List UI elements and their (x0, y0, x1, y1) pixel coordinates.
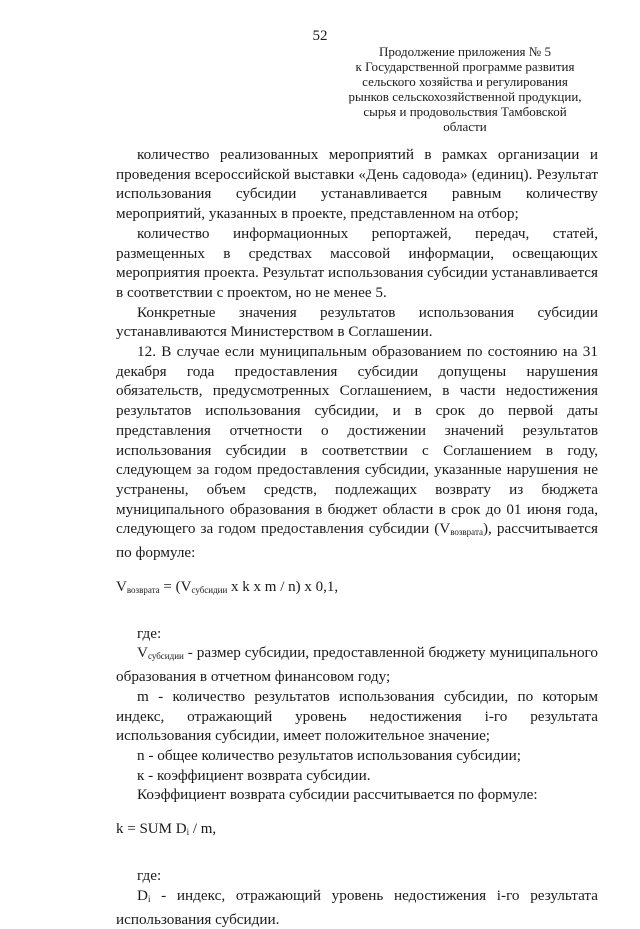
definition-v-subsidy (116, 643, 598, 686)
formula-coefficient-sub: i (186, 827, 190, 838)
paragraph-12-refund (116, 342, 598, 563)
v-refund-symbol: V (439, 521, 451, 538)
paragraph-12-end: ), рассчитывается по формуле: (116, 520, 598, 562)
appendix-note-line: рынков сельскохозяйственной продукции, (348, 89, 582, 104)
paragraph-12-text: 12. В случае если муниципальным образованием по состоянию на 31 декабря года предоставления субсидии допущены нарушения обязательств, предусмотренных Соглашением, в части недостижения результатов использования субсидии, и в срок до первой даты представления отчетности о достижении значений результатов использования субсидии в соответствии с Соглашением в году, следующем за годом предоставления субсидии, указанные нарушения не устранены, объем средств, подлежащих возврату из бюджета муниципального образования в бюджет области в срок до 01 июня года, следующего за годом предоставления субсидии ( (116, 343, 598, 538)
appendix-note (340, 44, 590, 134)
formula-refund-sub: субсидии (191, 584, 228, 595)
v-subsidy-text: - размер субсидии, предоставленной бюджету муниципального образования в отчетном финансовом году; (116, 644, 598, 686)
v-subsidy-subscript: субсидии (147, 651, 184, 662)
formula-coefficient-rhs: / m, (189, 821, 217, 838)
coefficient-intro: Коэффициент возврата субсидии рассчитывается по формуле: (137, 786, 538, 804)
appendix-note-line: области (443, 119, 487, 134)
formula-refund-rhs: x k x m / n) x 0,1, (227, 578, 339, 595)
page-number: 52 (312, 28, 328, 44)
definition-d (116, 886, 598, 929)
definition-n: n - общее количество результатов использования субсидии; (137, 746, 521, 764)
definition-m: m - количество результатов использования субсидии, по которым индекс, отражающий уровень недостижения i-го результата использования субсидии, имеет положительное значение; (116, 687, 598, 745)
formula-coefficient (116, 819, 598, 842)
d-symbol: D (137, 886, 148, 904)
where-label-2: где: (137, 867, 162, 885)
paragraph-media-reports: количество информационных репортажей, передач, статей, размещенных в средствах массовой информации, освещающих мероприятия проекта. Результат использования субсидии устанавливается в соответствии с проектом, но не менее 5. (116, 224, 598, 301)
paragraph-events-count: количество реализованных мероприятий в рамках организации и проведения всероссийской выставки «День садовода» (единиц). Результат использования субсидии устанавливается равным количеству мероприятий, указанных в проекте, представленном на отбор; (116, 146, 598, 223)
formula-refund-mid: = (V (159, 578, 192, 595)
d-subscript: i (147, 893, 151, 904)
appendix-note-line: к Государственной программе развития (355, 59, 575, 74)
paragraph-specific-values: Конкретные значения результатов использования субсидии устанавливаются Министерством в Соглашении. (116, 303, 598, 341)
appendix-note-line: сырья и продовольствия Тамбовской (363, 104, 567, 119)
definition-k: к - коэффициент возврата субсидии. (137, 766, 371, 784)
formula-coefficient-lhs: k = SUM D (116, 821, 187, 838)
formula-refund (116, 577, 598, 600)
where-label-1: где: (137, 624, 162, 642)
formula-refund-lhs-sub: возврата (126, 584, 160, 595)
v-refund-subscript: возврата (450, 527, 483, 538)
formula-refund-lhs: V (116, 578, 127, 595)
document-body (116, 145, 598, 929)
appendix-note-line: Продолжение приложения № 5 (379, 44, 551, 59)
d-text: - индекс, отражающий уровень недостижения i-го результата использования субсидии. (116, 886, 598, 928)
v-subsidy-symbol: V (137, 644, 148, 662)
appendix-note-line: сельского хозяйства и регулирования (362, 74, 568, 89)
